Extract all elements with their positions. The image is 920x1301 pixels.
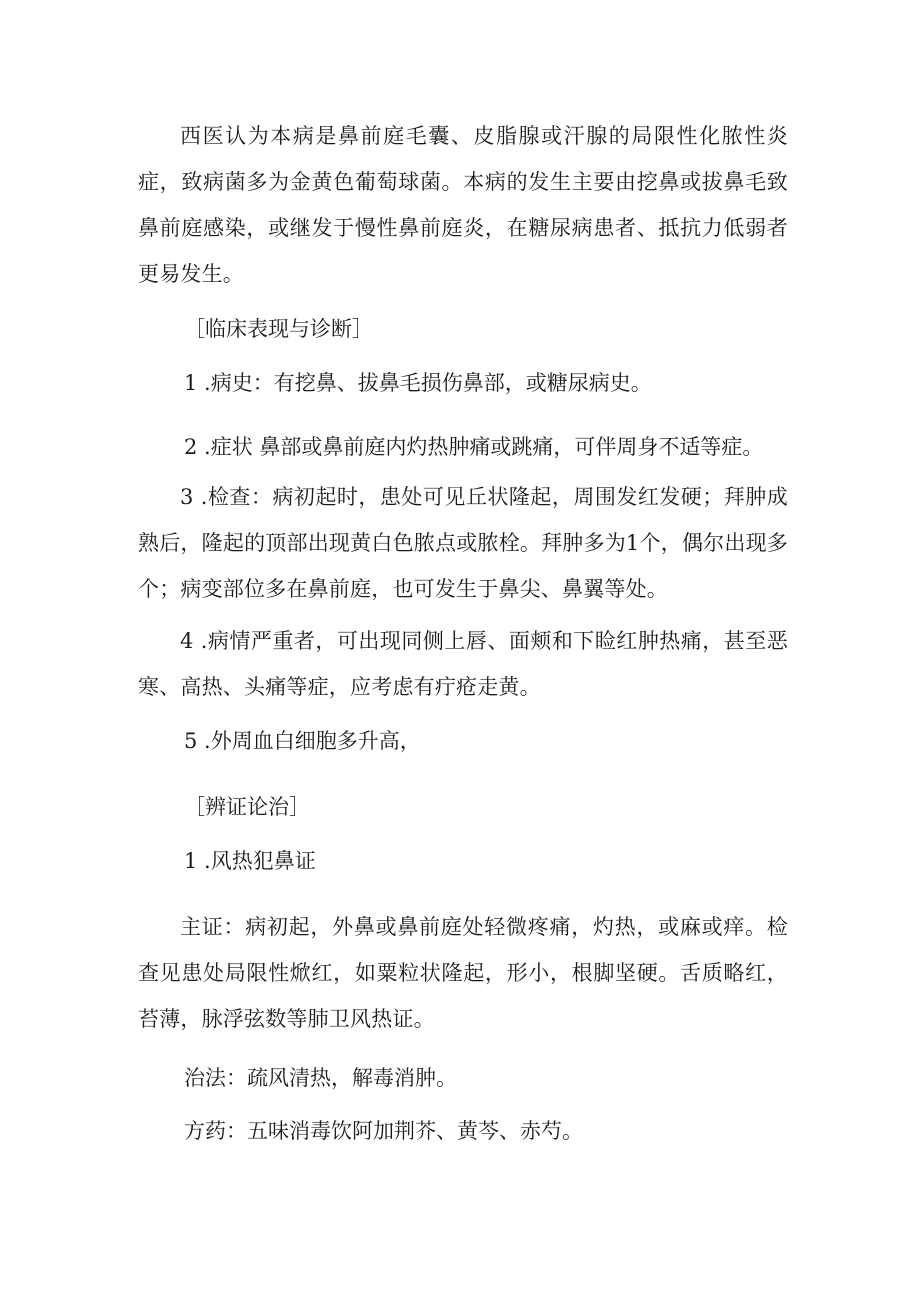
list-item-symptoms: 2 .症状 鼻部或鼻前庭内灼热肿痛或跳痛，可伴周身不适等症。 (184, 435, 764, 459)
list-item-history: 1 .病史：有挖鼻、拔鼻毛损伤鼻部，或糖尿病史。 (184, 371, 652, 395)
section-heading-clinical: ［临床表现与诊断］ (184, 317, 373, 341)
list-item-examination: 3 .检查：病初起时，患处可见丘状隆起，周围发红发硬；拜肿成熟后，隆起的顶部出现黄白色脓点或脓栓。拜肿多为1个，偶尔出现多个；病变部位多在鼻前庭，也可发生于鼻尖、鼻翼等处。 (138, 485, 788, 601)
prescription: 方药：五味消毒饮阿加荆芥、黄芩、赤芍。 (184, 1119, 583, 1143)
list-item-severe: 4 .病情严重者，可出现同侧上唇、面颊和下睑红肿热痛，甚至恶寒、高热、头痛等症，应考虑有疔疮走黄。 (138, 629, 788, 699)
list-item-blood: 5 .外周血白细胞多升高， (184, 729, 421, 753)
intro-paragraph: 西医认为本病是鼻前庭毛囊、皮脂腺或汗腺的局限性化脓性炎症，致病菌多为金黄色葡萄球菌。本病的发生主要由挖鼻或拔鼻毛致鼻前庭感染，或继发于慢性鼻前庭炎，在糖尿病患者、抵抗力低弱者更易发生。 (138, 124, 788, 286)
section-heading-treatment: ［辨证论治］ (184, 795, 310, 819)
treatment-method: 治法：疏风清热，解毒消肿。 (184, 1066, 457, 1090)
main-symptom-paragraph: 主证：病初起，外鼻或鼻前庭处轻微疼痛，灼热，或麻或痒。检查见患处局限性焮红，如粟粒状隆起，形小，根脚坚硬。舌质略红，苔薄，脉浮弦数等肺卫风热证。 (138, 915, 788, 1031)
subsection-wind-heat: 1 .风热犯鼻证 (184, 849, 316, 873)
